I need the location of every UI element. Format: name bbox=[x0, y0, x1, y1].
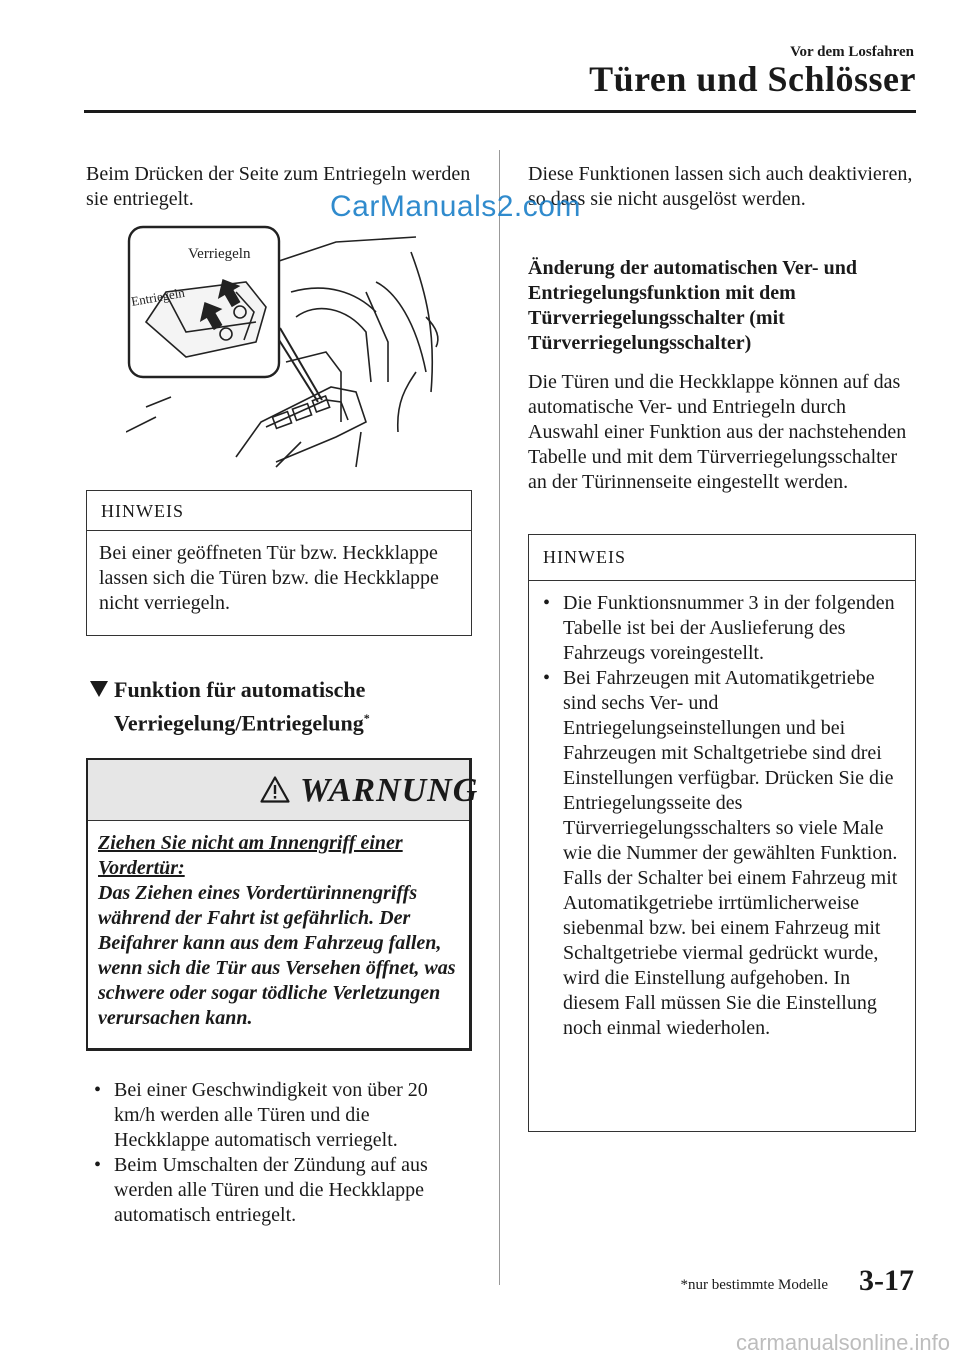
list-item bbox=[86, 1078, 464, 1153]
column-divider bbox=[499, 150, 500, 1285]
right-intro-text: Diese Funktionen lassen sich auch deaktivieren, so dass sie nicht ausgelöst werden. bbox=[528, 163, 913, 210]
warning-headline-1: Ziehen Sie nicht am Innengriff einer bbox=[98, 832, 403, 854]
label-unlock: Entriegeln bbox=[129, 284, 186, 309]
list-item-text: Bei Fahrzeugen mit Automatikgetriebe sind sechs Ver- und Entriegelungseinstellungen und bei Fahrzeugen mit Schaltgetriebe sind drei Einstellungen verfügbar. Drücken Sie die Entriegelungsseite des Türverriegelungsschalters so viele Male wie die Nummer der gewählten Funktion. Falls der Schalter bei einem Fahrzeug mit Automatikgetriebe irrtümlicherweise siebenmal bzw. bei einem Fahrzeug mit Schaltgetriebe viermal gedrückt wurde, wird die Einstellung aufgehoben. In diesem Fall müssen Sie die Einstellung noch einmal wiederholen. bbox=[563, 667, 898, 1039]
warning-text: Das Ziehen eines Vordertürinnengriffs während der Fahrt ist gefährlich. Der Beifahrer kann aus dem Fahrzeug fallen, wenn sich die Tür aus Versehen öffnet, was schwere oder sogar tödliche Verletzungen verursachen kann. bbox=[98, 882, 456, 1029]
triangle-marker-icon bbox=[90, 681, 108, 697]
list-item-text: Bei einer Geschwindigkeit von über 20 km/h werden alle Türen und die Heckklappe automatisch verriegelt. bbox=[114, 1079, 428, 1151]
bullet-dot: • bbox=[543, 667, 551, 689]
bullet-dot: • bbox=[543, 592, 551, 614]
watermark-bottom: carmanualsonline.info bbox=[735, 1330, 950, 1355]
section-heading-line1: Funktion für automatische bbox=[114, 677, 366, 702]
subheading-change-function: Änderung der automatischen Ver- und Entriegelungsfunktion mit dem Türverriegelungsschalter (mit Türverriegelungsschalter) bbox=[528, 257, 857, 354]
section-heading-line2 bbox=[114, 704, 370, 737]
list-item bbox=[535, 591, 905, 666]
page-title: Türen und Schlösser bbox=[589, 59, 916, 99]
note2-bullet-list bbox=[529, 581, 915, 1041]
door-lock-switch-figure bbox=[126, 222, 472, 472]
header-rule bbox=[84, 110, 916, 113]
watermark-top: CarManuals2.com bbox=[330, 190, 581, 223]
note-box-settings bbox=[528, 534, 916, 1132]
chapter-label: Vor dem Losfahren bbox=[790, 44, 914, 60]
warning-title: WARNUNG bbox=[300, 772, 479, 809]
footer-note: *nur bestimmte Modelle bbox=[680, 1277, 828, 1293]
warning-header bbox=[88, 760, 479, 821]
page-number: 3-17 bbox=[859, 1264, 914, 1297]
list-item bbox=[535, 666, 905, 1041]
note2-heading: HINWEIS bbox=[529, 535, 915, 581]
section-heading-line2-text: Verriegelung/Entriegelung bbox=[114, 710, 364, 736]
note-body: Bei einer geöffneten Tür bzw. Heckklappe lassen sich die Türen bzw. die Heckklappe nicht verriegeln. bbox=[99, 542, 439, 614]
bullet-dot: • bbox=[94, 1079, 102, 1101]
auto-lock-bullet-list bbox=[86, 1078, 464, 1228]
footnote-asterisk: * bbox=[363, 711, 370, 725]
warning-body bbox=[88, 821, 469, 1031]
list-item bbox=[86, 1153, 464, 1228]
warning-headline-2: Vordertür: bbox=[98, 857, 185, 879]
bullet-dot: • bbox=[94, 1154, 102, 1176]
label-lock: Verriegeln bbox=[188, 246, 251, 262]
list-item-text: Die Funktionsnummer 3 in der folgenden Tabelle ist bei der Auslieferung des Fahrzeugs voreingestellt. bbox=[563, 592, 895, 664]
warning-box bbox=[86, 758, 479, 1051]
right-paragraph: Die Türen und die Heckklappe können auf das automatische Ver- und Entriegeln durch Auswahl einer Funktion aus der nachstehenden Tabelle und mit dem Türverriegelungsschalter an der Türinnenseite eingestellt werden. bbox=[528, 371, 907, 493]
left-intro-text: Beim Drücken der Seite zum Entriegeln werden sie entriegelt. bbox=[86, 163, 471, 210]
note-box-closed-door bbox=[86, 490, 472, 636]
list-item-text: Beim Umschalten der Zündung auf aus werden alle Türen und die Heckklappe automatisch entriegelt. bbox=[114, 1154, 428, 1226]
note-heading: HINWEIS bbox=[87, 491, 471, 531]
warning-triangle-icon bbox=[260, 776, 290, 803]
